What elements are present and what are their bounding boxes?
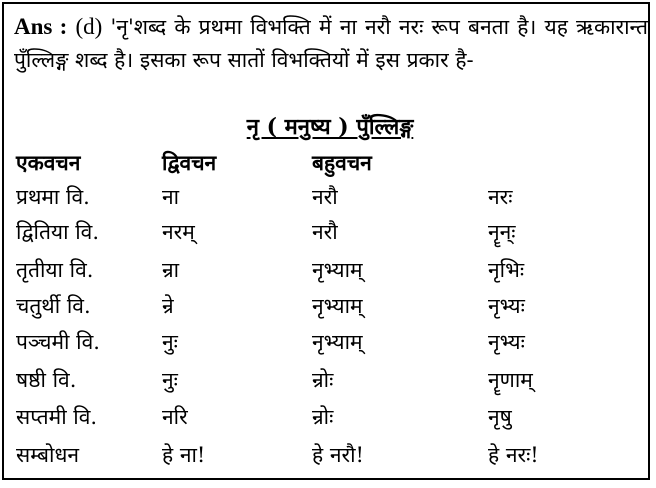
table-row (4, 182, 656, 218)
header-singular: एकवचन (16, 150, 81, 175)
case-label: सप्तमी वि. (16, 405, 98, 429)
case-label: पञ्चमी वि. (16, 330, 100, 354)
form-cell: नरौ (312, 185, 338, 209)
table-row (4, 291, 656, 327)
form-cell: नरि (162, 405, 188, 429)
table-title (4, 112, 656, 142)
case-label: चतुर्थी वि. (16, 294, 91, 318)
form-cell: नृभ्याम् (312, 330, 363, 354)
case-label: षष्ठी वि. (16, 368, 77, 392)
table-row (4, 255, 656, 291)
form-cell: हे नरः! (488, 443, 539, 467)
form-cell: नॄन्ः (488, 220, 516, 244)
form-cell: नरः (488, 185, 513, 209)
case-label: तृतीया वि. (16, 258, 94, 282)
answer-intro (14, 10, 648, 77)
table-row (4, 217, 656, 253)
form-cell: नृषु (488, 405, 512, 429)
form-cell: नृभिः (488, 258, 525, 282)
form-cell: नरौ (312, 220, 338, 244)
form-cell: न्रोः (312, 405, 334, 429)
form-cell: न्रा (162, 258, 180, 282)
form-cell: नॄणाम् (488, 368, 533, 392)
table-row (4, 365, 656, 401)
form-cell: नृभ्याम् (312, 294, 363, 318)
form-cell: न्रे (162, 294, 174, 318)
answer-label: Ans : (14, 14, 68, 39)
answer-text: 'नृ'शब्द के प्रथमा विभक्ति में ना नरौ नरः रूप बनता है। यह ऋकारान्त पुँल्लिङ्ग शब्द है। इसका रूप सातों विभक्तियों में इस प्रकार है- (14, 15, 648, 72)
form-cell: नृभ्यः (488, 294, 525, 318)
case-label: द्वितिया वि. (16, 220, 100, 244)
table-row (4, 402, 656, 438)
form-cell: नरम् (162, 220, 195, 244)
form-cell: ना (162, 185, 180, 209)
table-title-text: नृ ( मनुष्य ) पुँल्लिङ्ग (246, 114, 414, 140)
case-label: प्रथमा वि. (16, 185, 90, 209)
form-cell: न्रोः (312, 368, 334, 392)
case-label: सम्बोधन (16, 443, 80, 467)
table-row (4, 440, 656, 476)
header-dual: द्विवचन (162, 150, 217, 175)
table-header-row (4, 148, 656, 178)
table-row (4, 327, 656, 363)
form-cell: नृभ्यः (488, 330, 525, 354)
answer-box (2, 2, 650, 480)
header-plural: बहुवचन (312, 150, 372, 175)
answer-option: (d) (75, 14, 103, 39)
form-cell: नुः (162, 330, 178, 354)
form-cell: नुः (162, 368, 178, 392)
form-cell: नृभ्याम् (312, 258, 363, 282)
form-cell: हे ना! (162, 443, 206, 467)
form-cell: हे नरौ! (312, 443, 364, 467)
